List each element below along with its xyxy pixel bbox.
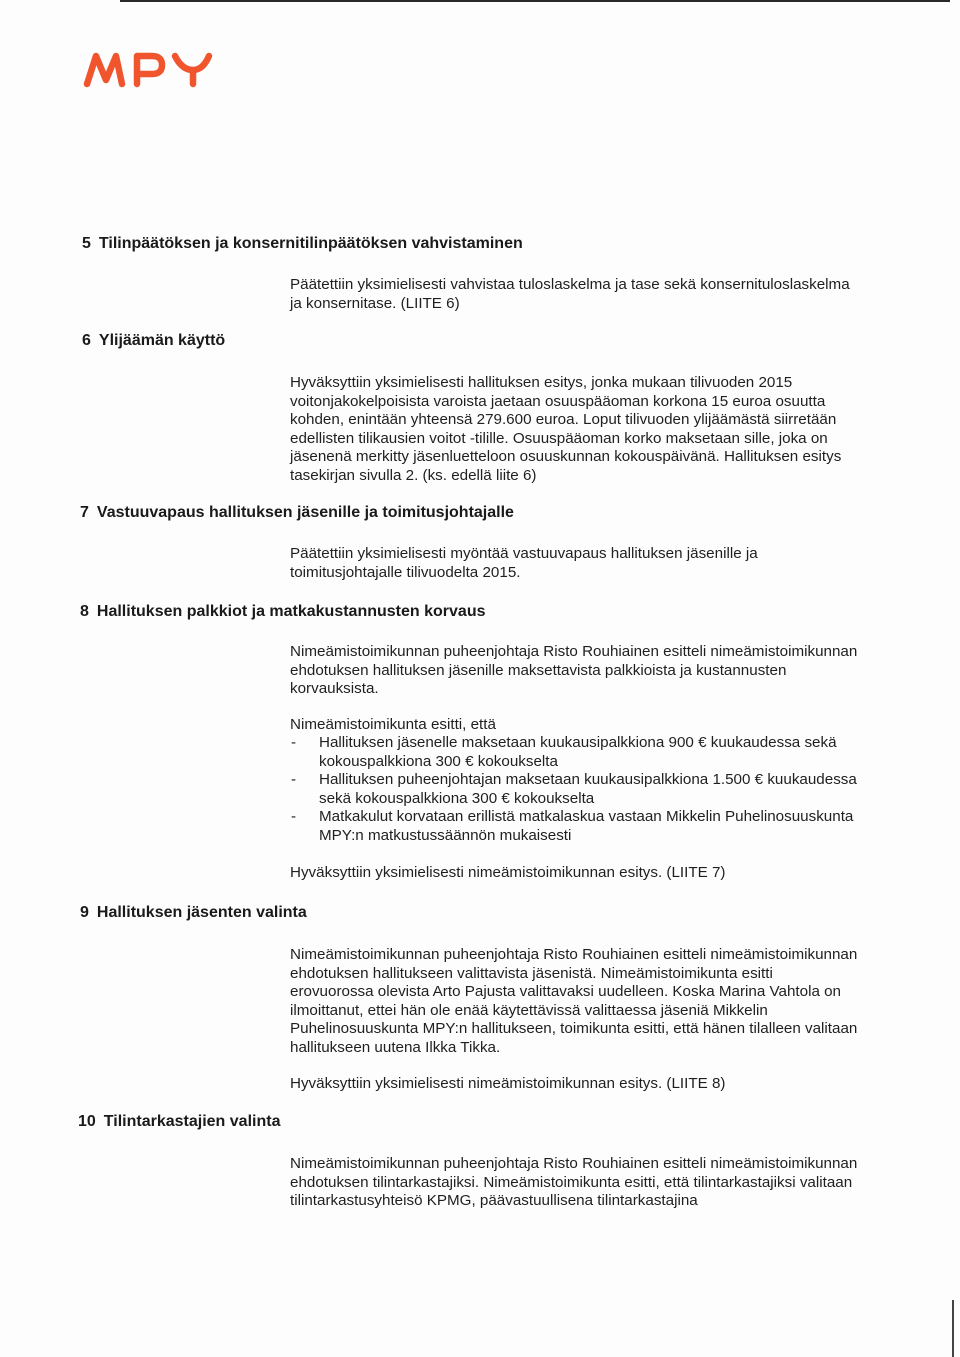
paragraph: Nimeämistoimikunnan puheenjohtaja Risto Rouhiainen esitteli nimeämistoimikunnan ehdotuksen tilintarkastajiksi. Nimeämistoimikunta esitti, että tilintarkastajiksi valitaan tilintarkastusyhteisö KPMG, päävastuullisena tilintarkastajina: [290, 1155, 858, 1209]
section-number: 6: [82, 332, 91, 349]
section-10-heading: [78, 1113, 280, 1131]
paragraph: Nimeämistoimikunnan puheenjohtaja Risto Rouhiainen esitteli nimeämistoimikunnan ehdotuksen hallituksen jäsenille maksettavista palkkioista ja kustannusten korvauksista.: [290, 643, 858, 697]
section-8-heading: [80, 603, 485, 621]
section-8-body: [290, 643, 860, 883]
section-number: 9: [80, 904, 89, 921]
section-number: 8: [80, 603, 89, 620]
section-title: Vastuuvapaus hallituksen jäsenille ja toimitusjohtajalle: [96, 504, 514, 521]
paragraph: Päätettiin yksimielisesti myöntää vastuuvapaus hallituksen jäsenille ja toimitusjohtajalle tilivuodelta 2015.: [290, 545, 758, 581]
section-10-body: [290, 1155, 860, 1211]
section-title: Hallituksen jäsenten valinta: [96, 904, 307, 921]
proposal-list: [290, 734, 860, 845]
section-9-heading: [80, 904, 307, 922]
section-5-heading: [82, 235, 523, 253]
paragraph: Päätettiin yksimielisesti vahvistaa tuloslaskelma ja tase sekä konsernituloslaskelma ja konsernitase. (LIITE 6): [290, 276, 850, 312]
section-5-body: [290, 276, 860, 313]
section-title: Hallituksen palkkiot ja matkakustannusten korvaus: [96, 603, 486, 620]
section-number: 7: [80, 504, 89, 521]
section-title: Ylijäämän käyttö: [98, 332, 226, 349]
paragraph: Nimeämistoimikunta esitti, että: [290, 715, 496, 733]
section-number: 5: [82, 235, 91, 252]
section-6-body: [290, 374, 860, 485]
right-edge-mark: [952, 1300, 954, 1357]
paragraph: Hyväksyttiin yksimielisesti nimeämistoimikunnan esitys. (LIITE 8): [290, 1075, 726, 1092]
paragraph: Hyväksyttiin yksimielisesti hallituksen esitys, jonka mukaan tilivuoden 2015 voitonjakokelpoisista varoista jaetaan osuuspääoman korkona 15 euroa osuutta kohden, enintään yhteensä 279.600 euroa. Loput tilivuoden ylijäämästä siirretään edellisten tilikausien voitot -tilille. Osuuspääoman korko maksetaan sille, joka on jäsenenä merkitty jäsenluetteloon osuuskunnan kokouspäivänä. Hallituksen esitys tasekirjan sivulla 2. (ks. edellä liite 6): [290, 374, 842, 484]
list-item: - Hallituksen jäsenelle maksetaan kuukausipalkkiona 900 € kuukaudessa sekä kokouspalkkiona 300 € kokoukselta: [290, 734, 860, 771]
section-number: 10: [78, 1113, 96, 1130]
section-7-heading: [80, 504, 514, 522]
list-item: - Hallituksen puheenjohtajan maksetaan kuukausipalkkiona 1.500 € kuukaudessa sekä kokouspalkkiona 300 € kokoukselta: [290, 771, 860, 808]
list-item: - Matkakulut korvataan erillistä matkalaskua vastaan Mikkelin Puhelinosuuskunta MPY:n matkustussäännön mukaisesti: [290, 808, 860, 845]
mpy-logo: [82, 40, 222, 96]
paragraph: Hyväksyttiin yksimielisesti nimeämistoimikunnan esitys. (LIITE 7): [290, 864, 726, 881]
section-title: Tilinpäätöksen ja konsernitilinpäätöksen vahvistaminen: [98, 235, 523, 252]
section-title: Tilintarkastajien valinta: [103, 1113, 281, 1130]
section-7-body: [290, 545, 860, 582]
section-6-heading: [82, 332, 225, 350]
section-9-body: [290, 946, 860, 1094]
paragraph: Nimeämistoimikunnan puheenjohtaja Risto Rouhiainen esitteli nimeämistoimikunnan ehdotuksen hallitukseen valittavista jäsenistä. Nimeämistoimikunta esitti erovuorossa olevista Arto Pajusta valittavaksi uudelleen. Koska Marina Vahtola on ilmoittanut, ettei hän ole enää käytettävissä valittaessa jäseniä Mikkelin Puhelinosuuskunta MPY:n hallitukseen, toimikunta esitti, että hänen tilalleen valitaan hallitukseen uutena Ilkka Tikka.: [290, 946, 858, 1056]
top-edge-line: [120, 0, 950, 2]
